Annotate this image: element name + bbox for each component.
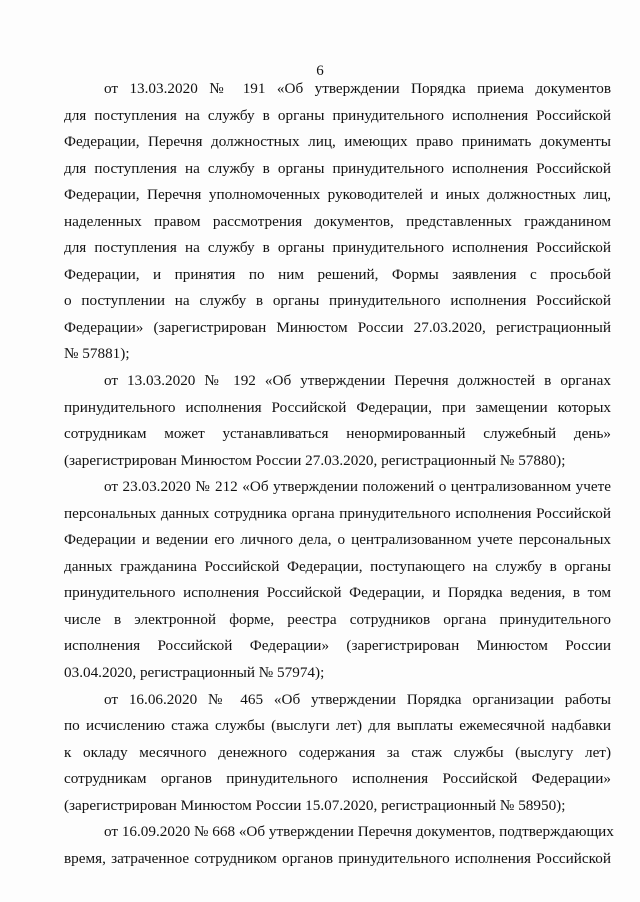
text-line: Федерации, Перечня уполномоченных руководителей и иных должностных лиц, (64, 186, 611, 204)
text-line: для поступления на службу в органы принудительного исполнения Российской (64, 159, 611, 177)
text-line: о поступлении на службу в органы принудительного исполнения Российской (64, 292, 611, 310)
text-line: от 16.09.2020 № 668 «Об утверждении Перечня документов, подтверждающих (104, 823, 614, 841)
paragraph-order-192 (64, 368, 611, 474)
text-line: Федерации, Перечня должностных лиц, имеющих право принимать документы (64, 133, 611, 151)
text-line: Федерации» (зарегистрирован Минюстом России 27.03.2020, регистрационный (64, 318, 611, 336)
paragraph-order-668 (64, 819, 614, 872)
text-line: принудительного исполнения Российской Федерации, и Порядка ведения, в том (64, 584, 611, 602)
text-line: числе в электронной форме, реестра сотрудников органа принудительного (64, 610, 611, 628)
text-line: по исчислению стажа службы (выслуги лет) для выплаты ежемесячной надбавки (64, 717, 611, 735)
text-line: № 57881); (64, 345, 130, 363)
document-body (64, 76, 614, 872)
text-line: от 13.03.2020 № 191 «Об утверждении Порядка приема документов (104, 80, 611, 97)
paragraph-order-191 (64, 76, 611, 368)
text-line: от 23.03.2020 № 212 «Об утверждении положений о централизованном учете (104, 478, 611, 496)
paragraph-order-465 (64, 687, 611, 820)
text-line: принудительного исполнения Российской Федерации, при замещении которых (64, 398, 611, 416)
paragraph-order-212 (64, 474, 611, 686)
text-line: исполнения Российской Федерации» (зарегистрирован Минюстом России (64, 637, 611, 655)
text-line: 03.04.2020, регистрационный № 57974); (64, 664, 325, 682)
text-line: время, затраченное сотрудником органов принудительного исполнения Российской (64, 849, 611, 867)
text-line: от 16.06.2020 № 465 «Об утверждении Порядка организации работы (104, 690, 611, 708)
text-line: для поступления на службу в органы принудительного исполнения Российской (64, 239, 611, 257)
text-line: наделенных правом рассмотрения документов, представленных гражданином (64, 212, 611, 230)
text-line: к окладу месячного денежного содержания за стаж службы (выслугу лет) (64, 743, 611, 761)
text-line: Федерации и ведении его личного дела, о централизованном учете персональных (64, 531, 611, 549)
text-line: сотрудникам органов принудительного исполнения Российской Федерации» (64, 770, 611, 788)
text-line: персональных данных сотрудника органа принудительного исполнения Российской (64, 504, 611, 522)
page-number: 6 (316, 63, 324, 79)
text-line: Федерации, и принятия по ним решений, Формы заявления с просьбой (64, 265, 611, 283)
text-line: данных гражданина Российской Федерации, поступающего на службу в органы (64, 557, 611, 575)
text-line: (зарегистрирован Минюстом России 27.03.2020, регистрационный № 57880); (64, 451, 566, 469)
text-line: сотрудникам может устанавливаться ненормированный служебный день» (64, 425, 611, 443)
text-line: (зарегистрирован Минюстом России 15.07.2020, регистрационный № 58950); (64, 796, 566, 814)
text-line: для поступления на службу в органы принудительного исполнения Российской (64, 106, 611, 124)
text-line: от 13.03.2020 № 192 «Об утверждении Перечня должностей в органах (104, 372, 611, 390)
